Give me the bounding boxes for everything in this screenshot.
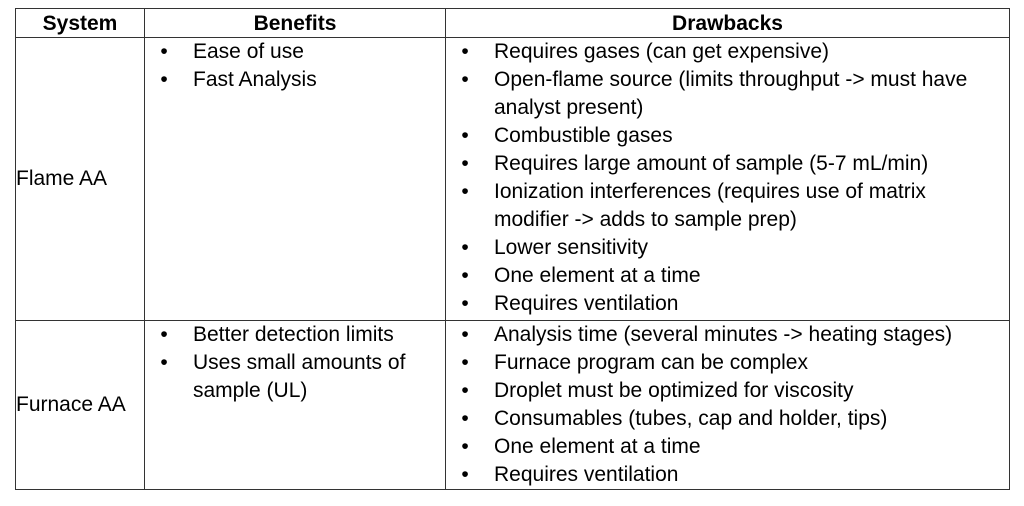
bullet-icon: • <box>461 68 469 91</box>
list-item-text: Lower sensitivity <box>494 236 649 259</box>
list-item <box>145 349 445 405</box>
drawbacks-list <box>446 38 1009 318</box>
benefits-cell <box>145 321 446 490</box>
header-system: System <box>16 9 145 38</box>
list-item <box>145 321 445 349</box>
bullet-icon: • <box>461 351 469 374</box>
list-item-text: Requires ventilation <box>494 463 679 486</box>
list-item-text: Combustible gases <box>494 124 673 147</box>
list-item <box>145 66 445 94</box>
bullet-icon: • <box>160 68 168 91</box>
drawbacks-list <box>446 321 1009 489</box>
list-item <box>446 38 1009 66</box>
list-item-text: Requires large amount of sample (5-7 mL/min) <box>494 152 929 175</box>
header-drawbacks: Drawbacks <box>446 9 1010 38</box>
list-item <box>446 321 1009 349</box>
list-item-text: Requires ventilation <box>494 292 679 315</box>
bullet-icon: • <box>160 40 168 63</box>
list-item <box>446 433 1009 461</box>
list-item <box>446 461 1009 489</box>
list-item <box>446 234 1009 262</box>
bullet-icon: • <box>461 152 469 175</box>
bullet-icon: • <box>160 323 168 346</box>
bullet-icon: • <box>461 292 469 315</box>
bullet-icon: • <box>461 463 469 486</box>
bullet-icon: • <box>461 180 469 203</box>
list-item <box>446 405 1009 433</box>
list-item-text: Ease of use <box>193 40 304 63</box>
list-item <box>145 38 445 66</box>
list-item <box>446 150 1009 178</box>
list-item <box>446 349 1009 377</box>
comparison-table <box>15 8 1010 490</box>
benefits-list <box>145 38 445 94</box>
bullet-icon: • <box>160 351 168 374</box>
list-item-text: Analysis time (several minutes -> heating stages) <box>494 323 953 346</box>
list-item-text: Droplet must be optimized for viscosity <box>494 379 854 402</box>
table-row-furnace-aa <box>16 321 1010 490</box>
list-item-text: Better detection limits <box>193 323 394 346</box>
table-row-flame-aa <box>16 38 1010 321</box>
list-item-text: Ionization interferences (requires use of matrix modifier -> adds to sample prep) <box>494 180 926 231</box>
list-item-text: Requires gases (can get expensive) <box>494 40 830 63</box>
bullet-icon: • <box>461 40 469 63</box>
bullet-icon: • <box>461 124 469 147</box>
list-item-text: One element at a time <box>494 264 701 287</box>
drawbacks-cell <box>446 321 1010 490</box>
list-item-text: One element at a time <box>494 435 701 458</box>
bullet-icon: • <box>461 264 469 287</box>
list-item <box>446 122 1009 150</box>
list-item <box>446 178 1009 234</box>
benefits-cell <box>145 38 446 321</box>
bullet-icon: • <box>461 323 469 346</box>
header-benefits: Benefits <box>145 9 446 38</box>
list-item-text: Furnace program can be complex <box>494 351 808 374</box>
list-item <box>446 377 1009 405</box>
system-name-cell: Flame AA <box>16 38 145 321</box>
list-item <box>446 262 1009 290</box>
benefits-list <box>145 321 445 405</box>
list-item <box>446 66 1009 122</box>
list-item <box>446 290 1009 318</box>
list-item-text: Open-flame source (limits throughput -> must have analyst present) <box>494 68 968 119</box>
bullet-icon: • <box>461 407 469 430</box>
list-item-text: Consumables (tubes, cap and holder, tips) <box>494 407 888 430</box>
drawbacks-cell <box>446 38 1010 321</box>
list-item-text: Fast Analysis <box>193 68 317 91</box>
bullet-icon: • <box>461 379 469 402</box>
header-row <box>16 9 1010 38</box>
list-item-text: Uses small amounts of sample (UL) <box>193 351 406 402</box>
system-name-cell: Furnace AA <box>16 321 145 490</box>
bullet-icon: • <box>461 236 469 259</box>
bullet-icon: • <box>461 435 469 458</box>
